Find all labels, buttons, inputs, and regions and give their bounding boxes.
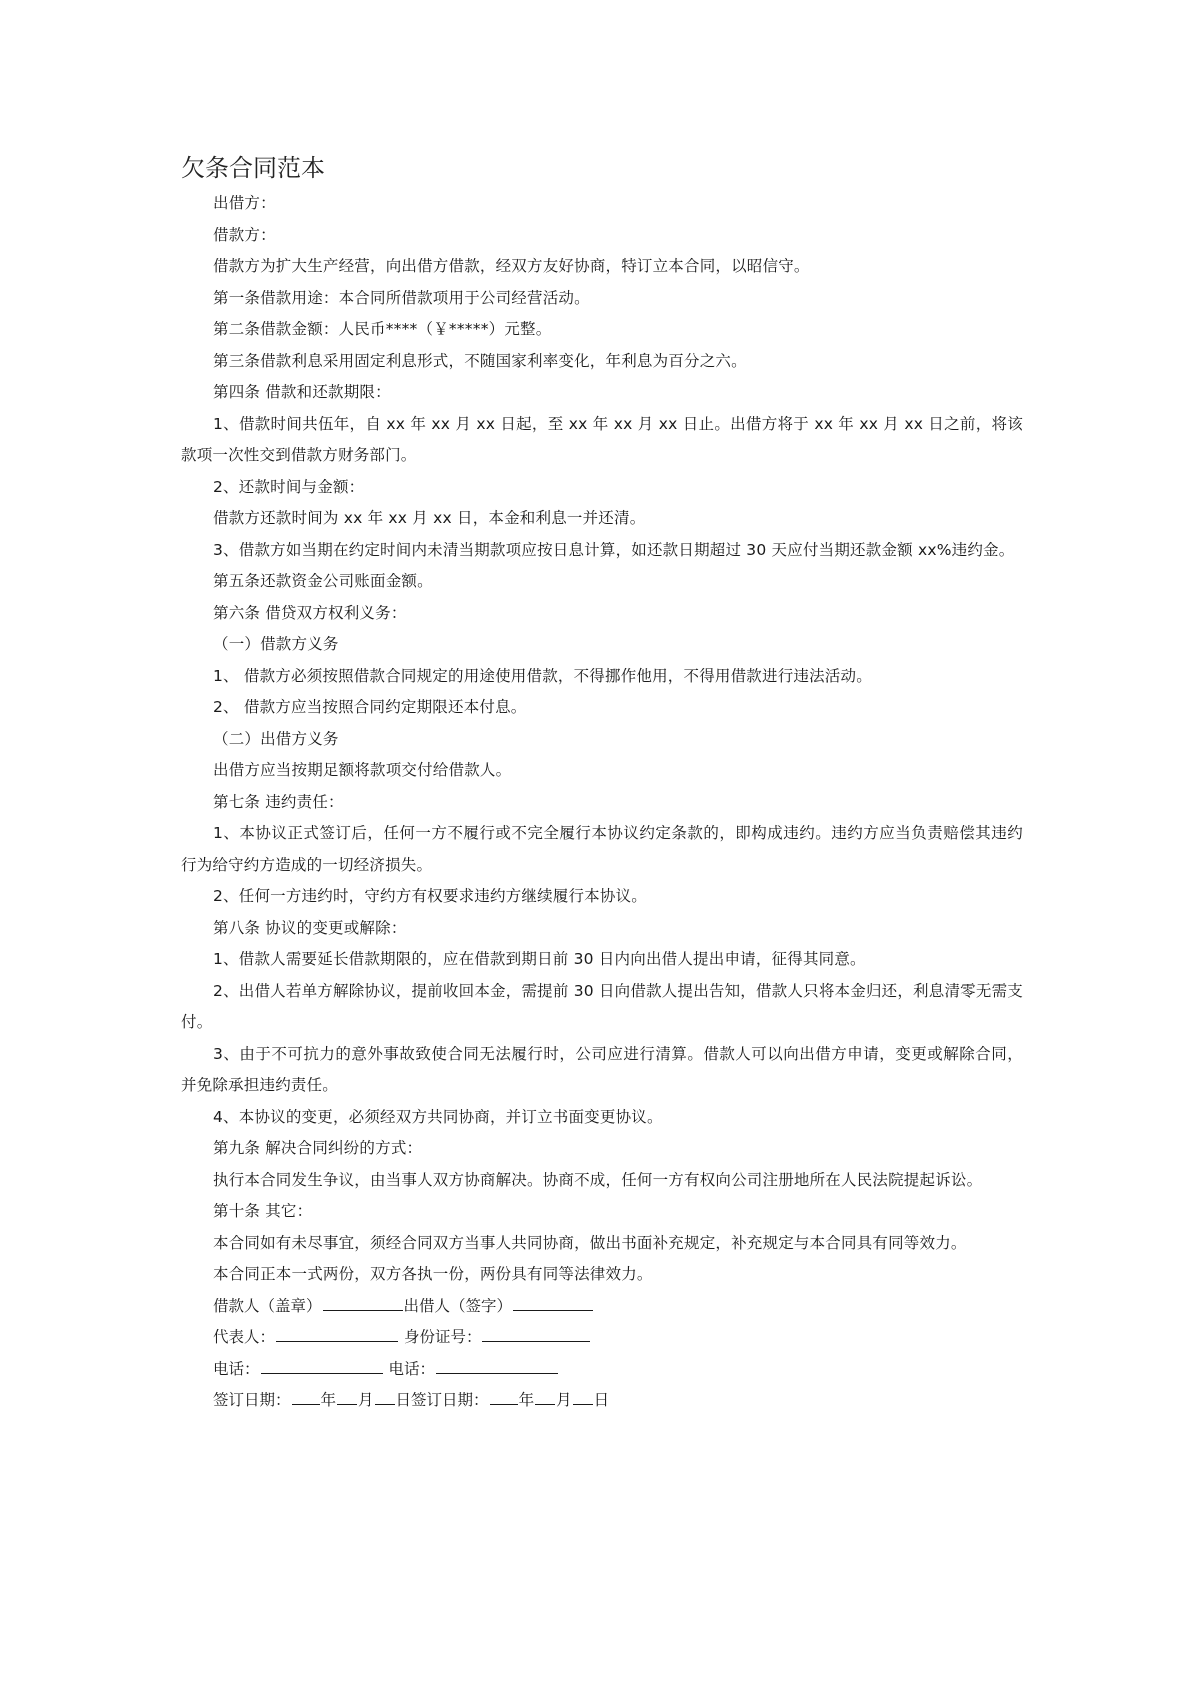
month-right-label: 月 <box>556 1391 572 1409</box>
representative-blank[interactable] <box>276 1323 398 1342</box>
year-left-label: 年 <box>320 1391 337 1409</box>
article-8-item-1: 1、借款人需要延长借款期限的，应在借款到期日前 30 日内向出借人提出申请，征得其同意。 <box>213 950 866 968</box>
phone-right-blank[interactable] <box>436 1355 558 1374</box>
id-number-label: 身份证号： <box>403 1328 482 1346</box>
article-7-item-2: 2、任何一方违约时，守约方有权要求违约方继续履行本协议。 <box>213 887 647 905</box>
year-left-blank[interactable] <box>292 1386 320 1405</box>
article-8-item-3: 3、由于不可抗力的意外事故致使合同无法履行时，公司应进行清算。借款人可以向出借方申请，变更或解除合同，并免除承担违约责任。 <box>181 1044 1023 1094</box>
article-6-section-1: （一）借款方义务 <box>213 635 339 653</box>
document-body <box>181 188 1023 1291</box>
signature-line-representative <box>181 1322 1023 1354</box>
day-right-label: 日 <box>593 1391 610 1409</box>
paragraph-lender: 出借方： <box>213 194 276 212</box>
sign-date-left-label: 签订日期： <box>213 1391 291 1409</box>
article-6-item-2: 2、 借款方应当按照合同约定期限还本付息。 <box>213 698 527 716</box>
lender-sign-blank[interactable] <box>513 1292 593 1311</box>
document-title: 欠条合同范本 <box>181 154 325 182</box>
borrower-seal-blank[interactable] <box>323 1292 403 1311</box>
year-right-label: 年 <box>518 1391 535 1409</box>
representative-label: 代表人： <box>213 1328 276 1346</box>
paragraph-borrower: 借款方： <box>213 225 276 244</box>
day-right-blank[interactable] <box>573 1386 593 1405</box>
month-left-blank[interactable] <box>337 1386 357 1405</box>
article-4-repayment: 借款方还款时间为 xx 年 xx 月 xx 日，本金和利息一并还清。 <box>213 509 646 527</box>
article-6-item-1: 1、 借款方必须按照借款合同规定的用途使用借款，不得挪作他用，不得用借款进行违法活动。 <box>213 666 872 685</box>
article-4-item-1: 1、借款时间共伍年，自 xx 年 xx 月 xx 日起，至 xx 年 xx 月 xx 日止。出借方将于 xx 年 xx 月 xx 日之前，将该款项一次性交到借款方财务部门。 <box>181 414 1023 464</box>
day-left-blank[interactable] <box>375 1386 395 1405</box>
article-7-heading: 第七条 违约责任： <box>213 792 344 811</box>
article-8-item-4: 4、本协议的变更，必须经双方共同协商，并订立书面变更协议。 <box>213 1107 663 1126</box>
month-right-blank[interactable] <box>535 1386 555 1405</box>
article-10-body-2: 本合同正本一式两份，双方各执一份，两份具有同等法律效力。 <box>213 1265 653 1283</box>
article-8-item-2: 2、出借人若单方解除协议，提前收回本金，需提前 30 日向借款人提出告知，借款人只将本金归还，利息清零无需支付。 <box>181 981 1023 1031</box>
phone-right-label: 电话： <box>388 1359 435 1378</box>
year-right-blank[interactable] <box>490 1386 518 1405</box>
signature-line-seal <box>181 1291 1023 1323</box>
phone-left-label: 电话： <box>213 1359 260 1378</box>
article-4-heading: 第四条 借款和还款期限： <box>213 383 391 401</box>
article-4-item-2: 2、还款时间与金额： <box>213 477 365 496</box>
article-10-heading: 第十条 其它： <box>213 1202 313 1220</box>
article-9-heading: 第九条 解决合同纠纷的方式： <box>213 1139 423 1157</box>
signature-line-date <box>181 1385 1023 1417</box>
article-5: 第五条还款资金公司账面金额。 <box>213 572 433 590</box>
article-2: 第二条借款金额：人民币****（￥*****）元整。 <box>213 320 552 338</box>
article-8-heading: 第八条 协议的变更或解除： <box>213 918 407 937</box>
borrower-seal-label: 借款人（盖章） <box>213 1296 322 1315</box>
article-3: 第三条借款利息采用固定利息形式，不随国家利率变化，年利息为百分之六。 <box>213 351 747 370</box>
paragraph-preamble: 借款方为扩大生产经营，向出借方借款，经双方友好协商，特订立本合同，以昭信守。 <box>213 257 810 275</box>
article-6-section-2: （二）出借方义务 <box>213 729 339 748</box>
month-left-label: 月 <box>358 1391 374 1409</box>
article-6-lender-duty: 出借方应当按期足额将款项交付给借款人。 <box>213 761 512 779</box>
phone-left-blank[interactable] <box>261 1355 383 1374</box>
id-number-blank[interactable] <box>482 1323 590 1342</box>
article-6-heading: 第六条 借贷双方权利义务： <box>213 603 407 622</box>
article-4-item-3: 3、借款方如当期在约定时间内未清当期款项应按日息计算，如还款日期超过 30 天应付当期还款金额 xx%违约金。 <box>213 540 1015 559</box>
article-9-body: 执行本合同发生争议，由当事人双方协商解决。协商不成，任何一方有权向公司注册地所在人民法院提起诉讼。 <box>213 1170 983 1189</box>
signature-block <box>181 1291 1023 1417</box>
article-7-item-1: 1、本协议正式签订后，任何一方不履行或不完全履行本协议约定条款的，即构成违约。违约方应当负责赔偿其违约行为给守约方造成的一切经济损失。 <box>181 824 1023 874</box>
sign-date-right-label: 日签订日期： <box>395 1391 489 1409</box>
article-10-body-1: 本合同如有未尽事宜，须经合同双方当事人共同协商，做出书面补充规定，补充规定与本合同具有同等效力。 <box>213 1233 967 1252</box>
lender-sign-label: 出借人（签字） <box>403 1296 513 1315</box>
article-1: 第一条借款用途：本合同所借款项用于公司经营活动。 <box>213 288 590 307</box>
document-page <box>181 148 1023 1417</box>
signature-line-phone <box>181 1354 1023 1386</box>
